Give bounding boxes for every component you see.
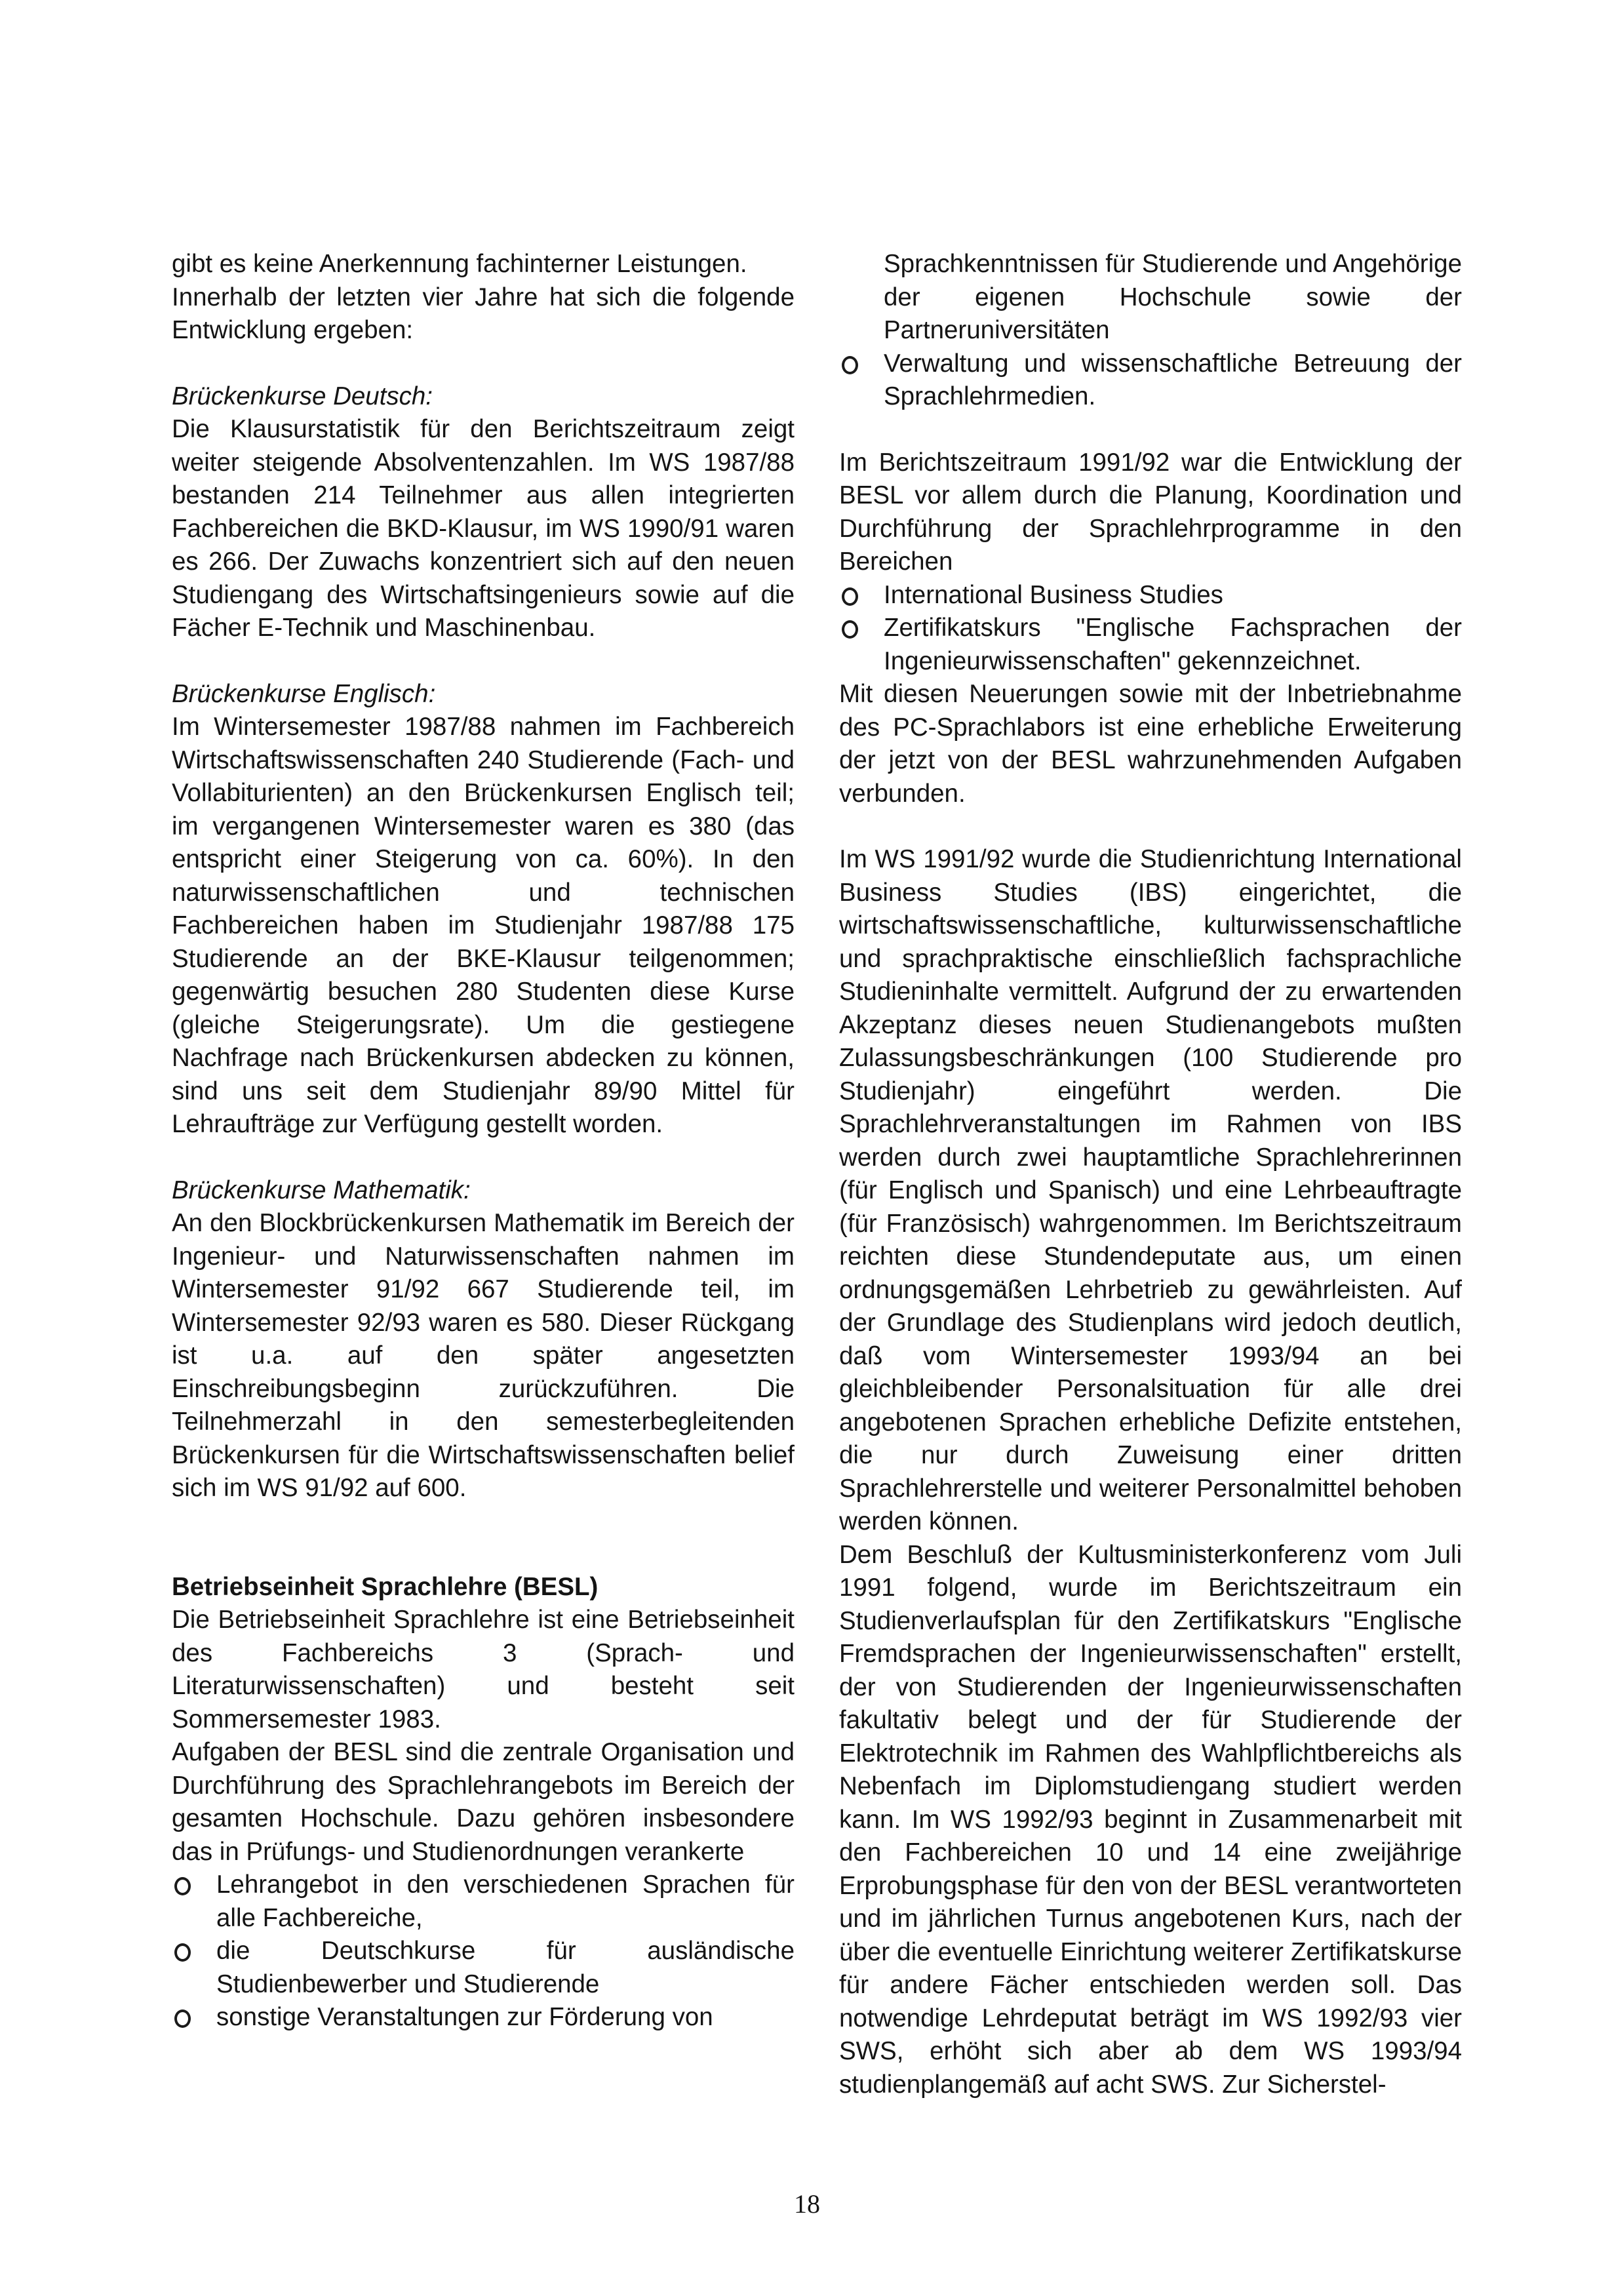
list-item: International Business Studies bbox=[839, 579, 1462, 612]
englisch-paragraph: Im Wintersemester 1987/88 nahmen im Fachbereich Wirtschaftswissenschaften 240 Studierende (Fach- und Vollabiturienten) an den Brückenkursen Englisch teil; im vergangenen Wintersemester waren es 380 (das entspricht einer Steigerung von ca. 60%). In den naturwissenschaftlichen und technischen Fachbereichen haben im Studienjahr 1987/88 175 Studierende an der BKE-Klausur teilgenommen; gegenwärtig besuchen 280 Studenten diese Kurse (gleiche Steigerungsrate). Um die gestiegene Nachfrage nach Brückenkursen abdecken zu können, sind uns seit dem Studienjahr 89/90 Mittel für Lehraufträge zur Verfügung gestellt worden. bbox=[172, 713, 795, 1138]
beschluss-paragraph: Dem Beschluß der Kultusministerkonferenz vom Juli 1991 folgend, wurde im Berichtszeitraum ein Studienverlaufsplan für den Zertifikatskurs "Englische Fremdsprachen der Ingenieurwissenschaften" erstellt, der von Studierenden der Ingenieurwissenschaften fakultativ belegt und der für Studierende der Elektrotechnik im Rahmen des Wahlpflichtbereichs als Nebenfach im Diplomstudiengang studiert werden kann. Im WS 1992/93 beginnt in Zusammenarbeit mit den Fachbereichen 10 und 14 eine zweijährige Erprobungsphase für den von der BESL verantworteten und im jährlichen Turnus angebotenen Kurs, nach der über die eventuelle Einrichtung weiterer Zertifikatskurse für andere Fächer entschieden werden soll. Das notwendige Lehrdeputat beträgt im WS 1992/93 vier SWS, erhöht sich aber ab dem WS 1993/94 studienplangemäß auf acht SWS. Zur Sicherstel- bbox=[839, 1540, 1462, 2099]
intro-paragraph-2: Innerhalb der letzten vier Jahre hat sich die folgende Entwicklung ergeben: bbox=[172, 283, 795, 344]
ibs-paragraph: Im WS 1991/92 wurde die Studienrichtung International Business Studies (IBS) eingerichtet, die wirtschaftswissenschaftliche, kulturwissenschaftliche und sprachpraktische einschließlich fachsprachliche Studieninhalte vermittelt. Aufgrund der zu erwartenden Akzeptanz dieses neuen Studienangebots mußten Zulassungsbeschränkungen (100 Studierende pro Studienjahr) eingeführt werden. Die Sprachlehrveranstaltungen im Rahmen von IBS werden durch zwei hauptamtliche Sprachlehrerinnen (für Englisch und Spanisch) und eine Lehrbeauftragte (für Französisch) wahrgenommen. Im Berichtszeitraum reichten diese Stundendeputate aus, um einen ordnungsgemäßen Lehrbetrieb zu gewährleisten. Auf der Grundlage des Studienplans wird jedoch deutlich, daß vom Wintersemester 1993/94 an bei gleichbleibender Personalsituation für alle drei angebotenen Sprachen erhebliche Defizite entstehen, die nur durch Zuweisung einer dritten Sprachlehrerstelle und weiterer Personalmittel behoben werden können. bbox=[839, 845, 1462, 1535]
list-item: sonstige Veranstaltungen zur Förderung von bbox=[172, 2001, 795, 2034]
verwaltung-bullet-list bbox=[839, 347, 1462, 414]
neuerungen-paragraph: Mit diesen Neuerungen sowie mit der Inbetriebnahme des PC-Sprachlabors ist eine erhebliche Erweiterung der jetzt von der BESL wahrzunehmenden Aufgaben verbunden. bbox=[839, 680, 1462, 808]
besl-bullet-list bbox=[172, 1869, 795, 2034]
list-item: Zertifikatskurs "Englische Fachsprachen der Ingenieurwissenschaften" gekennzeichnet. bbox=[839, 612, 1462, 678]
section-heading-englisch: Brückenkurse Englisch: bbox=[172, 679, 436, 708]
besl-paragraph-2: Aufgaben der BESL sind die zentrale Organisation und Durchführung des Sprachlehrangebots im Bereich der gesamten Hochschule. Dazu gehören insbesondere das in Prüfungs- und Studienordnungen verankerte bbox=[172, 1738, 795, 1866]
planning-paragraph: Im Berichtszeitraum 1991/92 war die Entwicklung der BESL vor allem durch die Planung, Koordination und Durchführung der Sprachlehrprogramme in den Bereichen bbox=[839, 448, 1462, 576]
list-item: Verwaltung und wissenschaftliche Betreuung der Sprachlehrmedien. bbox=[839, 347, 1462, 414]
right-column bbox=[839, 248, 1462, 2101]
besl-paragraph-1: Die Betriebseinheit Sprachlehre ist eine Betriebseinheit des Fachbereichs 3 (Sprach- und Literaturwissenschaften) und besteht seit Sommersemester 1983. bbox=[172, 1606, 795, 1733]
continuation-paragraph: Sprachkenntnissen für Studierende und Angehörige der eigenen Hochschule sowie der Partneruniversitäten bbox=[884, 250, 1462, 344]
deutsch-paragraph: Die Klausurstatistik für den Berichtszeitraum zeigt weiter steigende Absolventenzahlen. Im WS 1987/88 bestanden 214 Teilnehmer aus allen integrierten Fachbereichen die BKD-Klausur, im WS 1990/91 waren es 266. Der Zuwachs konzentriert sich auf den neuen Studiengang des Wirtschaftsingenieurs sowie auf die Fächer E-Technik und Maschinenbau. bbox=[172, 415, 795, 642]
list-item: Lehrangebot in den verschiedenen Sprachen für alle Fachbereiche, bbox=[172, 1869, 795, 1935]
page-number: 18 bbox=[794, 2189, 820, 2219]
left-column bbox=[172, 248, 795, 2034]
section-heading-mathematik: Brückenkurse Mathematik: bbox=[172, 1176, 471, 1204]
section-heading-besl: Betriebseinheit Sprachlehre (BESL) bbox=[172, 1572, 599, 1601]
planning-bullet-list bbox=[839, 579, 1462, 679]
list-item: die Deutschkurse für ausländische Studienbewerber und Studierende bbox=[172, 1935, 795, 2001]
intro-paragraph: gibt es keine Anerkennung fachinterner Leistungen. bbox=[172, 250, 747, 278]
section-heading-deutsch: Brückenkurse Deutsch: bbox=[172, 382, 433, 410]
mathematik-paragraph: An den Blockbrückenkursen Mathematik im Bereich der Ingenieur- und Naturwissenschaften nahmen im Wintersemester 91/92 667 Studierende teil, im Wintersemester 92/93 waren es 580. Dieser Rückgang ist u.a. auf den später angesetzten Einschreibungsbeginn zurückzuführen. Die Teilnehmerzahl in den semesterbegleitenden Brückenkursen für die Wirtschaftswissenschaften belief sich im WS 91/92 auf 600. bbox=[172, 1209, 795, 1502]
